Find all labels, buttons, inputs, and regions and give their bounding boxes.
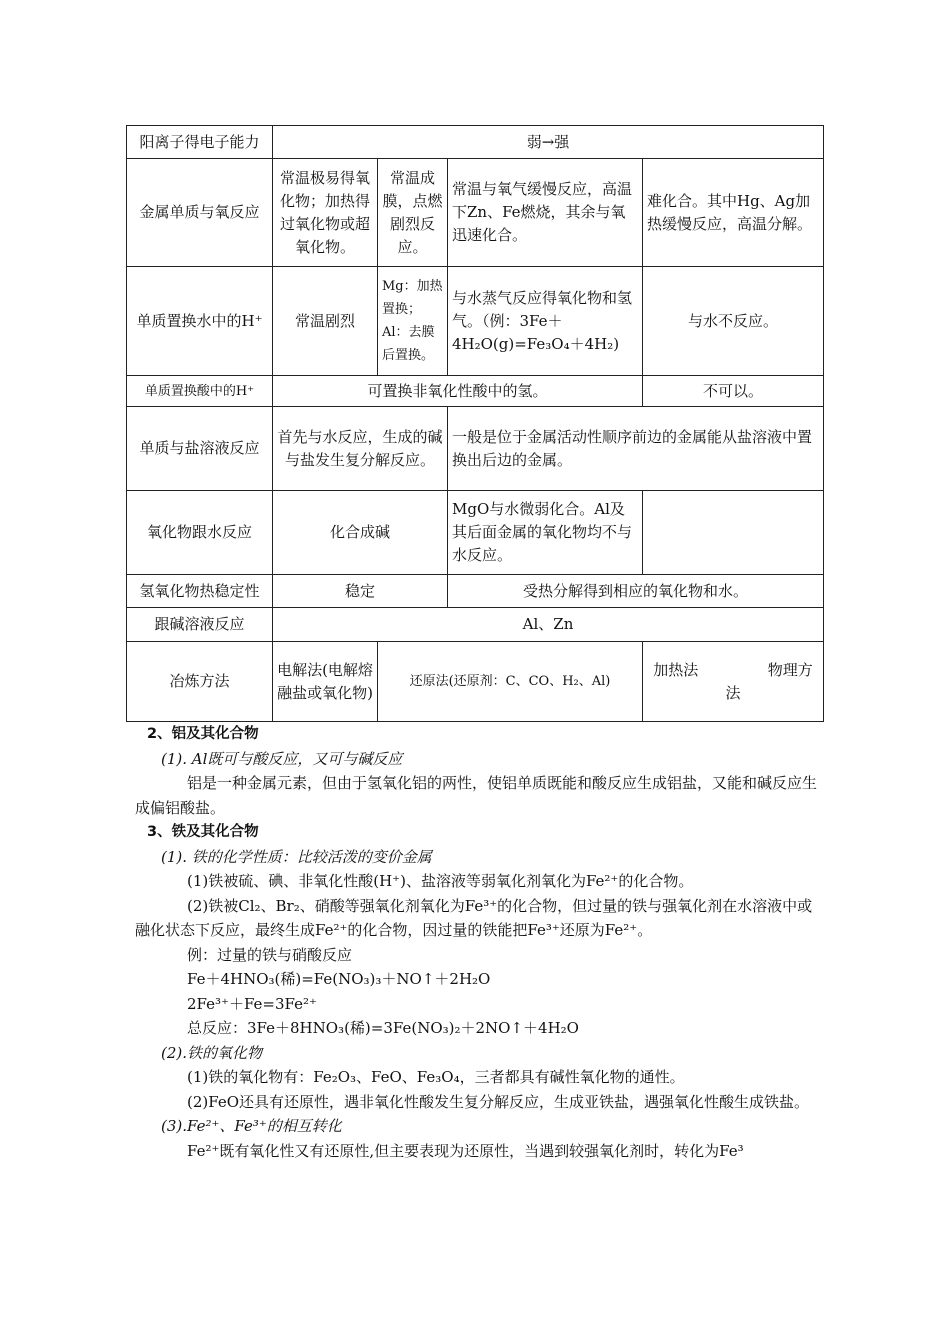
table-cell: 首先与水反应，生成的碱与盐发生复分解反应。 bbox=[273, 407, 448, 491]
row-label: 阳离子得电子能力 bbox=[127, 126, 273, 159]
table-cell: 可置换非氧化性酸中的氢。 bbox=[273, 376, 643, 407]
table-cell: 电解法(电解熔融盐或氧化物) bbox=[273, 642, 378, 722]
subheading: (1). 铁的化学性质：比较活泼的变价金属 bbox=[161, 847, 432, 866]
table-row bbox=[127, 642, 824, 722]
table-row bbox=[127, 407, 824, 491]
section-heading: 2、铝及其化合物 bbox=[147, 726, 259, 742]
row-label: 氢氧化物热稳定性 bbox=[127, 575, 273, 608]
table-cell: 化合成碱 bbox=[273, 491, 448, 575]
table-cell: 还原法(还原剂：C、CO、H₂、Al) bbox=[378, 642, 643, 722]
table-cell: 常温成膜，点燃剧烈反应。 bbox=[378, 159, 448, 267]
row-label: 冶炼方法 bbox=[127, 642, 273, 722]
paragraph: 例：过量的铁与硝酸反应 bbox=[187, 945, 353, 964]
table-row bbox=[127, 608, 824, 642]
row-label: 跟碱溶液反应 bbox=[127, 608, 273, 642]
row-label: 氧化物跟水反应 bbox=[127, 491, 273, 575]
row-label: 单质置换水中的H⁺ bbox=[127, 267, 273, 376]
table-cell bbox=[643, 642, 824, 722]
paragraph: (1)铁的氧化物有：Fe₂O₃、FeO、Fe₃O₄，三者都具有碱性氧化物的通性。 bbox=[187, 1068, 685, 1086]
table-cell: 难化合。其中Hg、Ag加热缓慢反应，高温分解。 bbox=[643, 159, 824, 267]
table-cell-text: 物理方法 bbox=[725, 660, 813, 702]
table-row bbox=[127, 575, 824, 608]
table-cell: 常温与氧气缓慢反应，高温下Zn、Fe燃烧，其余与氧迅速化合。 bbox=[448, 159, 643, 267]
metal-properties-table bbox=[126, 125, 824, 722]
paragraph: (2)铁被Cl₂、Br₂、硝酸等强氧化剂氧化为Fe³⁺的化合物，但过量的铁与强氧化剂在水溶液中或融化状态下反应，最终生成Fe²⁺的化合物，因过量的铁能把Fe³⁺还原为Fe²⁺。 bbox=[135, 896, 813, 939]
subheading: (2).铁的氧化物 bbox=[161, 1043, 263, 1062]
equation: 总反应：3Fe＋8HNO₃(稀)=3Fe(NO₃)₂＋2NO↑＋4H₂O bbox=[187, 1019, 579, 1037]
table-cell: 常温极易得氧化物；加热得过氧化物或超氧化物。 bbox=[273, 159, 378, 267]
row-label: 单质置换酸中的H⁺ bbox=[127, 376, 273, 407]
table-cell: 一般是位于金属活动性顺序前边的金属能从盐溶液中置换出后边的金属。 bbox=[448, 407, 824, 491]
table-cell-empty bbox=[643, 491, 824, 575]
row-label: 单质与盐溶液反应 bbox=[127, 407, 273, 491]
paragraph: 铝是一种金属元素，但由于氢氧化铝的两性，使铝单质既能和酸反应生成铝盐，又能和碱反应生成偏铝酸盐。 bbox=[135, 774, 818, 817]
row-label: 金属单质与氧反应 bbox=[127, 159, 273, 267]
table-row bbox=[127, 491, 824, 575]
table-row bbox=[127, 126, 824, 159]
table-cell: 不可以。 bbox=[643, 376, 824, 407]
paragraph: (2)FeO还具有还原性，遇非氧化性酸发生复分解反应，生成亚铁盐，遇强氧化性酸生成铁盐。 bbox=[187, 1092, 810, 1111]
subheading: (1). Al既可与酸反应，又可与碱反应 bbox=[161, 749, 403, 768]
subheading: (3).Fe²⁺、Fe³⁺的相互转化 bbox=[161, 1117, 342, 1135]
table-row bbox=[127, 159, 824, 267]
table-cell: Al、Zn bbox=[273, 608, 824, 642]
table-cell: 与水蒸气反应得氧化物和氢气。（例：3Fe＋4H₂O(g)=Fe₃O₄＋4H₂) bbox=[448, 267, 643, 376]
table-cell-text: 加热法 bbox=[653, 660, 699, 679]
table-row bbox=[127, 267, 824, 376]
table-row bbox=[127, 376, 824, 407]
equation: 2Fe³⁺＋Fe=3Fe²⁺ bbox=[187, 994, 317, 1013]
table-cell: 弱→强 bbox=[273, 126, 824, 159]
table-cell: MgO与水微弱化合。Al及其后面金属的氧化物均不与水反应。 bbox=[448, 491, 643, 575]
paragraph: Fe²⁺既有氧化性又有还原性,但主要表现为还原性，当遇到较强氧化剂时，转化为Fe³ bbox=[187, 1141, 744, 1160]
body-text bbox=[135, 722, 825, 1163]
table-cell: 受热分解得到相应的氧化物和水。 bbox=[448, 575, 824, 608]
section-heading: 3、铁及其化合物 bbox=[147, 824, 259, 840]
table-cell: Mg：加热置换；Al：去膜后置换。 bbox=[378, 267, 448, 376]
table-cell: 稳定 bbox=[273, 575, 448, 608]
table-cell: 与水不反应。 bbox=[643, 267, 824, 376]
table-cell: 常温剧烈 bbox=[273, 267, 378, 376]
equation: Fe＋4HNO₃(稀)=Fe(NO₃)₃＋NO↑＋2H₂O bbox=[187, 970, 491, 988]
paragraph: (1)铁被硫、碘、非氧化性酸(H⁺)、盐溶液等弱氧化剂氧化为Fe²⁺的化合物。 bbox=[187, 872, 694, 890]
